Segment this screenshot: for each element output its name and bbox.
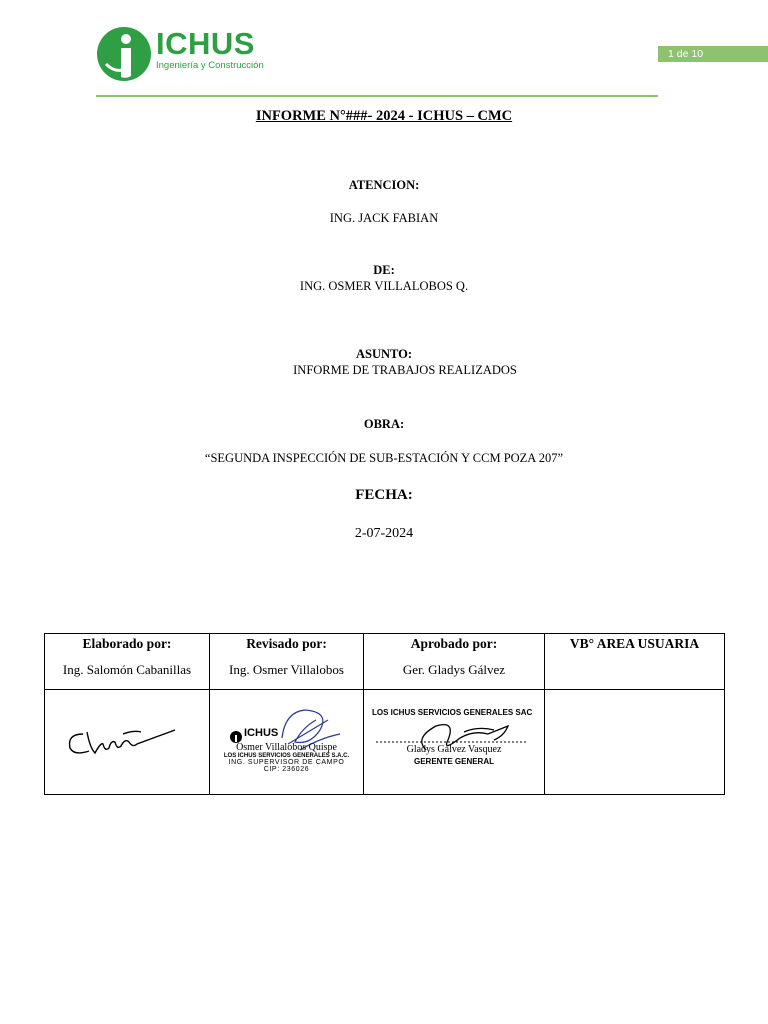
revisado-signature-cell <box>210 690 364 795</box>
revisado-name: Ing. Osmer Villalobos <box>229 662 344 677</box>
revisado-cell <box>210 634 364 690</box>
revisado-stamp-company: LOS ICHUS SERVICIOS GENERALES S.A.C. <box>223 753 350 759</box>
project-value: “SEGUNDA INSPECCIÓN DE SUB-ESTACIÓN Y CCM POZA 207” <box>204 451 564 465</box>
aprobado-signature <box>364 690 544 794</box>
date-value: 2-07-2024 <box>354 526 414 541</box>
approval-table <box>44 633 725 795</box>
revisado-stamp-cip: CIP: 236026 <box>263 766 310 773</box>
logo-name: ICHUS <box>156 26 255 61</box>
project-label: OBRA: <box>363 417 405 431</box>
elaborado-signature <box>45 690 209 794</box>
logo-tagline: Ingeniería y Construcción <box>156 60 264 71</box>
subject-label: ASUNTO: <box>355 347 413 361</box>
vb-header: VB° AREA USUARIA <box>569 636 700 651</box>
from-value: ING. OSMER VILLALOBOS Q. <box>299 279 469 293</box>
attention-value: ING. JACK FABIAN <box>329 211 439 225</box>
revisado-stamp-name: Osmer Villalobos Quispe <box>236 742 337 753</box>
elaborado-signature-cell <box>45 690 210 795</box>
aprobado-header: Aprobado por: <box>410 636 498 651</box>
revisado-stamp-role: ING. SUPERVISOR DE CAMPO <box>228 759 345 766</box>
elaborado-cell <box>45 634 210 690</box>
logo-mark-icon <box>96 26 152 82</box>
revisado-stamp-logo: ICHUS <box>244 727 279 739</box>
approval-header-row <box>45 634 725 690</box>
page-indicator: 1 de 10 <box>658 46 768 62</box>
company-logo <box>96 26 276 82</box>
report-title: INFORME N°###- 2024 - ICHUS – CMC <box>255 108 513 124</box>
from-label: DE: <box>373 263 395 277</box>
vb-cell <box>545 634 725 690</box>
aprobado-stamp-role: GERENTE GENERAL <box>413 757 494 766</box>
revisado-header: Revisado por: <box>246 636 327 651</box>
subject-value: INFORME DE TRABAJOS REALIZADOS <box>293 363 517 377</box>
header-divider <box>96 95 658 97</box>
aprobado-name: Ger. Gladys Gálvez <box>402 662 506 677</box>
attention-label: ATENCION: <box>348 178 420 192</box>
aprobado-signature-cell <box>364 690 545 795</box>
aprobado-stamp-name: Gladys Gálvez Vasquez <box>406 744 502 755</box>
aprobado-stamp-company: LOS ICHUS SERVICIOS GENERALES SAC <box>372 708 533 717</box>
aprobado-cell <box>364 634 545 690</box>
date-label: FECHA: <box>355 487 413 503</box>
logo-wordmark <box>156 28 264 72</box>
elaborado-header: Elaborado por: <box>82 636 172 651</box>
elaborado-name: Ing. Salomón Cabanillas <box>62 662 192 677</box>
vb-signature-cell <box>545 690 725 795</box>
approval-signature-row <box>45 690 725 795</box>
